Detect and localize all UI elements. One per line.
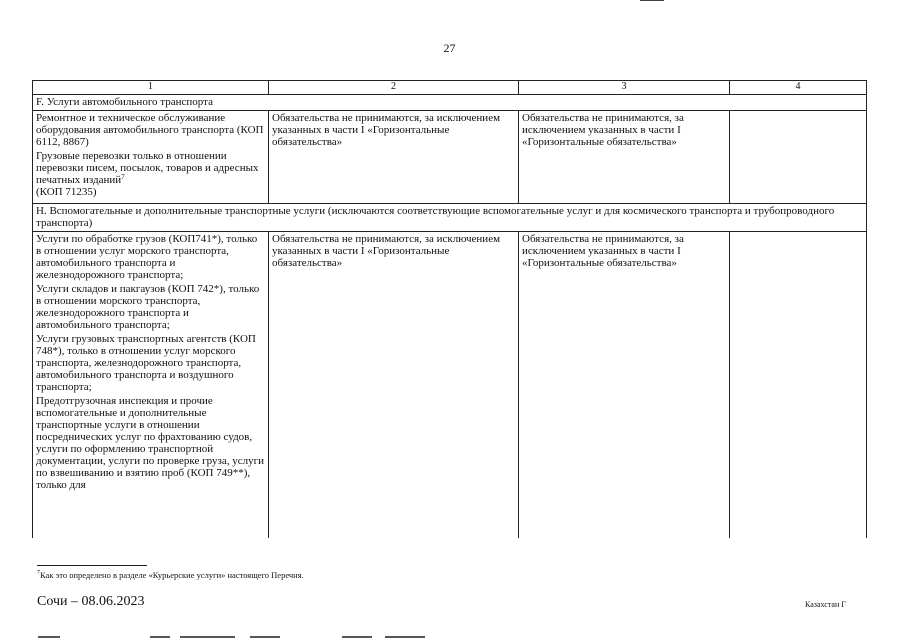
service-repair-maintenance: Ремонтное и техническое обслуживание оборудования автомобильного транспорта (КОП 6112, 8867)	[36, 112, 264, 148]
scan-artifact-mark	[640, 0, 664, 1]
service-freight-letters	[36, 150, 265, 186]
header-row	[33, 81, 867, 95]
section-h-additional-cell	[730, 232, 867, 538]
service-freight-agencies: Услуги грузовых транспортных агентств (КОП 748*), только в отношении услуг морского транспорта, железнодорожного транспорта, автомобильного транспорта и воздушного транспорта;	[36, 333, 256, 393]
section-f-market-access-cell: Обязательства не принимаются, за исключением указанных в части I «Горизонтальные обязательства»	[269, 111, 519, 204]
header-col-4: 4	[730, 81, 867, 95]
footnote-mark: 7	[37, 570, 40, 576]
footer-place-date: Сочи – 08.06.2023	[37, 594, 145, 609]
footnote	[37, 570, 304, 580]
page-number: 27	[443, 41, 456, 55]
section-f-services-cell	[33, 111, 269, 204]
service-pre-shipment-inspection: Предотгрузочная инспекция и прочие вспомогательные и дополнительные транспортные услуги в отношении посреднических услуг по фрахтованию судов, услуги по оформлению транспортной документации, услуги по проверке груза, услуги по взвешиванию и взятию проб (КОП 749**), только для	[36, 395, 264, 491]
scan-artifact-bottom	[0, 636, 899, 640]
section-h-market-access-cell: Обязательства не принимаются, за исключением указанных в части I «Горизонтальные обязательства»	[269, 232, 519, 538]
section-f-title: F. Услуги автомобильного транспорта	[33, 95, 867, 111]
section-h-services-cell	[33, 232, 269, 538]
section-f-additional-cell	[730, 111, 867, 204]
section-h-title: H. Вспомогательные и дополнительные транспортные услуги (исключаются соответствующие вспомогательные услуг и для космического транспорта и трубопроводного транспорта)	[33, 204, 867, 232]
service-cargo-handling: Услуги по обработке грузов (КОП741*), только в отношении услуг морского транспорта, автомобильного транспорта и железнодорожного транспорта;	[36, 233, 258, 281]
service-freight-letters-text: Грузовые перевозки только в отношении перевозки писем, посылок, товаров и адресных печатных изданий	[36, 150, 259, 186]
section-h-national-treatment-cell: Обязательства не принимаются, за исключением указанных в части I «Горизонтальные обязательства»	[519, 232, 730, 538]
commitments-table	[32, 80, 867, 538]
footnote-text: Как это определено в разделе «Курьерские услуги» настоящего Перечня.	[40, 570, 304, 580]
section-f-title-row	[33, 95, 867, 111]
footnote-divider	[37, 565, 147, 566]
service-storage-warehouse: Услуги складов и пакгаузов (КОП 742*), только в отношении морского транспорта, железнодорожного транспорта и автомобильного транспорта;	[36, 283, 260, 331]
footer-country: Казахстан Г	[805, 600, 846, 609]
footnote-reference: 7	[121, 173, 125, 181]
header-col-2: 2	[269, 81, 519, 95]
section-f-national-treatment-cell: Обязательства не принимаются, за исключением указанных в части I «Горизонтальные обязательства»	[519, 111, 730, 204]
section-h-row	[33, 232, 867, 538]
header-col-3: 3	[519, 81, 730, 95]
section-f-row	[33, 111, 867, 204]
service-freight-code: (КОП 71235)	[36, 186, 97, 198]
section-h-title-row	[33, 204, 867, 232]
header-col-1: 1	[33, 81, 269, 95]
